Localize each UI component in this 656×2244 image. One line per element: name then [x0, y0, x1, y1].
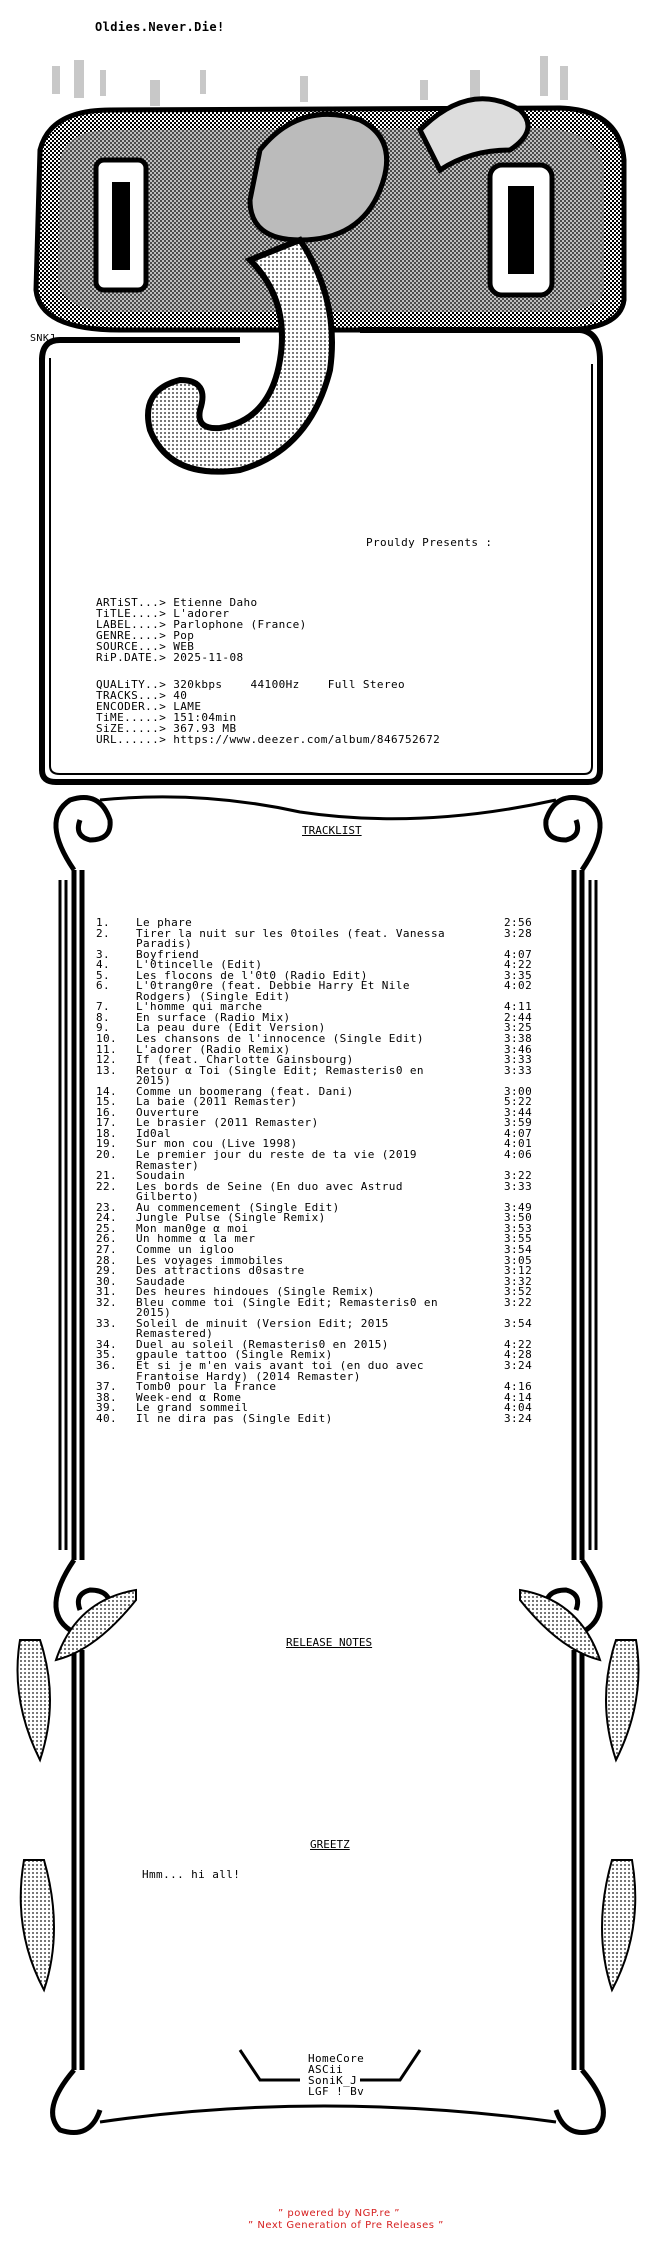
track-number: 31.: [96, 1285, 118, 1299]
track-number: 4.: [96, 958, 111, 972]
track-number: 23.: [96, 1200, 118, 1214]
track-title: Un homme α la mer: [136, 1232, 256, 1246]
info-key: TiTLE....>: [96, 607, 167, 620]
track-duration: 3:55: [504, 1232, 533, 1246]
track-duration: 4:11: [504, 1000, 533, 1014]
track-title: Tirer la nuit sur les 0toiles (feat. Vanessa: [136, 926, 445, 940]
track-number: 40.: [96, 1411, 118, 1425]
info-key: SiZE.....>: [96, 722, 167, 735]
track-number: 35.: [96, 1348, 118, 1362]
track-duration: 3:24: [504, 1411, 533, 1425]
release-notes-heading: RELEASE NOTES: [286, 1636, 373, 1649]
credit-line: HomeCore: [308, 2052, 365, 2065]
track-number: 9.: [96, 1021, 111, 1035]
track-title: Le grand sommeil: [136, 1401, 249, 1415]
track-number: 36.: [96, 1358, 118, 1372]
track-number: 26.: [96, 1232, 118, 1246]
track-duration: 3:53: [504, 1221, 533, 1235]
info-value: WEB: [173, 640, 195, 653]
track-duration: 3:35: [504, 968, 533, 982]
track-duration: 3:44: [504, 1105, 533, 1119]
track-title: Week-end α Rome: [136, 1390, 242, 1404]
track-duration: 3:24: [504, 1358, 533, 1372]
track-duration: 2:56: [504, 916, 533, 929]
track-duration: 3:32: [504, 1274, 533, 1288]
track-title: Comme un boomerang (feat. Dani): [136, 1084, 354, 1098]
info-key: RiP.DATE.>: [96, 651, 167, 664]
track-title: Sur mon cou (Live 1998): [136, 1137, 298, 1151]
track-title: Et si je m'en vais avant toi (en duo avec: [136, 1358, 424, 1372]
info-value: Etienne Daho: [173, 596, 258, 609]
track-duration: 4:07: [504, 1126, 533, 1140]
info-key: GENRE....>: [96, 629, 167, 642]
track-title: Les flocons de l'0t0 (Radio Edit): [136, 968, 368, 982]
info-value: L'adorer: [173, 607, 230, 620]
track-title: Soleil de minuit (Version Edit; 2015: [136, 1316, 389, 1330]
track-duration: 4:02: [504, 979, 533, 993]
track-duration: 3:33: [504, 1063, 533, 1077]
track-title: Duel au soleil (Remasteris0 en 2015): [136, 1337, 389, 1351]
info-value: 151:04min: [173, 711, 237, 724]
track-title: gpaule tattoo (Single Remix): [136, 1348, 333, 1362]
track-title-continued: 2015): [136, 1306, 172, 1320]
artist-tag: SNKJ: [30, 333, 56, 344]
track-title: Il ne dira pas (Single Edit): [136, 1411, 333, 1425]
track-number: 7.: [96, 1000, 111, 1014]
footer-line-1: ” powered by NGP.re ”: [278, 2208, 400, 2219]
track-number: 6.: [96, 979, 111, 993]
track-duration: 3:00: [504, 1084, 533, 1098]
track-title: Les bords de Seine (En duo avec Astrud: [136, 1179, 403, 1193]
track-number: 15.: [96, 1095, 118, 1109]
track-number: 20.: [96, 1148, 118, 1162]
track-title: Mon man0ge α moi: [136, 1221, 249, 1235]
track-duration: 3:12: [504, 1264, 533, 1278]
track-number: 3.: [96, 947, 111, 961]
tracklist-heading: TRACKLIST: [302, 824, 362, 837]
track-number: 16.: [96, 1105, 118, 1119]
track-duration: 3:50: [504, 1211, 533, 1225]
track-duration: 3:22: [504, 1295, 533, 1309]
track-duration: 3:49: [504, 1200, 533, 1214]
track-number: 2.: [96, 926, 111, 940]
track-number: 11.: [96, 1042, 118, 1056]
info-key: QUALiTY..>: [96, 678, 167, 691]
track-title-continued: Remaster): [136, 1158, 200, 1172]
info-row: [96, 735, 440, 746]
info-value: 367.93 MB: [173, 722, 237, 735]
track-title: Des attractions d0sastre: [136, 1264, 305, 1278]
release-tech-info: [96, 680, 440, 746]
track-duration: 3:46: [504, 1042, 533, 1056]
track-duration: 3:59: [504, 1116, 533, 1130]
track-duration: 3:05: [504, 1253, 533, 1267]
leaf-ornaments: [18, 1590, 639, 1990]
track-title: Le phare: [136, 916, 193, 929]
track-title-continued: Paradis): [136, 937, 193, 951]
track-duration: 4:16: [504, 1380, 533, 1394]
track-title: Id0al: [136, 1126, 172, 1140]
track-number: 22.: [96, 1179, 118, 1193]
track-title: Retour α Toi (Single Edit; Remasteris0 en: [136, 1063, 424, 1077]
track-number: 14.: [96, 1084, 118, 1098]
info-key: TRACKS...>: [96, 689, 167, 702]
track-number: 32.: [96, 1295, 118, 1309]
greetz-heading: GREETZ: [310, 1838, 350, 1851]
track-duration: 3:54: [504, 1316, 533, 1330]
info-value: 2025-11-08: [173, 651, 244, 664]
track-duration: 4:06: [504, 1148, 533, 1162]
ogd-logo: [36, 99, 624, 472]
track-number: 37.: [96, 1380, 118, 1394]
track-title-continued: Rodgers) (Single Edit): [136, 989, 291, 1003]
release-info: [96, 598, 307, 664]
track-duration: 4:01: [504, 1137, 533, 1151]
track-number: 38.: [96, 1390, 118, 1404]
page-title: Oldies.Never.Die!: [95, 20, 225, 34]
track-title-continued: Gilberto): [136, 1190, 200, 1204]
track-duration: 3:22: [504, 1169, 533, 1183]
track-title: Boyfriend: [136, 947, 200, 961]
info-key: TiME.....>: [96, 711, 167, 724]
track-number: 5.: [96, 968, 111, 982]
track-title: Les voyages immobiles: [136, 1253, 284, 1267]
track-number: 28.: [96, 1253, 118, 1267]
track-duration: 4:22: [504, 958, 533, 972]
track-duration: 3:28: [504, 926, 533, 940]
track-title: Soudain: [136, 1169, 186, 1183]
credit-line: ASCii: [308, 2063, 344, 2076]
track-title: Tomb0 pour la France: [136, 1380, 277, 1394]
footer-line-2: ” Next Generation of Pre Releases ”: [248, 2220, 444, 2231]
presents-label: Prouldy Presents :: [366, 536, 493, 549]
credit-line: LGF ! Bv: [308, 2085, 365, 2098]
track-duration: 2:44: [504, 1010, 533, 1024]
track-duration: 4:07: [504, 947, 533, 961]
track-title: L'0tincelle (Edit): [136, 958, 263, 972]
info-value: https://www.deezer.com/album/846752672: [173, 733, 441, 746]
track-number: 12.: [96, 1053, 118, 1067]
info-key: ARTiST...>: [96, 596, 167, 609]
track-number: 17.: [96, 1116, 118, 1130]
track-title: Bleu comme toi (Single Edit; Remasteris0 en: [136, 1295, 438, 1309]
track-duration: 4:04: [504, 1401, 533, 1415]
tracklist: [96, 918, 536, 1424]
info-key: ENCODER..>: [96, 700, 167, 713]
track-duration: 3:52: [504, 1285, 533, 1299]
track-number: 10.: [96, 1032, 118, 1046]
track-title: Saudade: [136, 1274, 186, 1288]
track-title: L'homme qui marche: [136, 1000, 263, 1014]
credits: [308, 2054, 364, 2098]
info-value: 320kbps 44100Hz Full Stereo: [173, 678, 406, 691]
track-number: 29.: [96, 1264, 118, 1278]
track-duration: 4:28: [504, 1348, 533, 1362]
track-duration: 4:22: [504, 1337, 533, 1351]
track-duration: 3:25: [504, 1021, 533, 1035]
track-title-continued: Remastered): [136, 1327, 214, 1341]
track-title: Des heures hindoues (Single Remix): [136, 1285, 375, 1299]
track-number: 1.: [96, 916, 111, 929]
track-number: 33.: [96, 1316, 118, 1330]
track-title: Au commencement (Single Edit): [136, 1200, 340, 1214]
track-duration: 5:22: [504, 1095, 533, 1109]
info-value: 40: [173, 689, 188, 702]
track-duration: 3:33: [504, 1179, 533, 1193]
info-value: Parlophone (France): [173, 618, 307, 631]
greetz-text: Hmm... hi all!: [142, 1868, 241, 1881]
track-number: 39.: [96, 1401, 118, 1415]
track-number: 21.: [96, 1169, 118, 1183]
track-number: 18.: [96, 1126, 118, 1140]
track-title: En surface (Radio Mix): [136, 1010, 291, 1024]
track-title: If (feat. Charlotte Gainsbourg): [136, 1053, 354, 1067]
track-number: 27.: [96, 1242, 118, 1256]
track-title: La baie (2011 Remaster): [136, 1095, 298, 1109]
info-value: LAME: [173, 700, 202, 713]
track-title-continued: 2015): [136, 1074, 172, 1088]
track-title: L'adorer (Radio Remix): [136, 1042, 291, 1056]
track-number: 30.: [96, 1274, 118, 1288]
info-key: SOURCE...>: [96, 640, 167, 653]
track-row: [96, 1411, 536, 1425]
track-title-continued: Franŧoise Hardy) (2014 Remaster): [136, 1369, 361, 1383]
track-title: Comme un igloo: [136, 1242, 235, 1256]
track-number: 24.: [96, 1211, 118, 1225]
info-key: URL......>: [96, 733, 167, 746]
info-value: Pop: [173, 629, 195, 642]
track-duration: 3:33: [504, 1053, 533, 1067]
track-title: Ouverture: [136, 1105, 200, 1119]
track-number: 13.: [96, 1063, 118, 1077]
track-title: L'0trang0re (feat. Debbie Harry Et Nile: [136, 979, 410, 993]
track-title: Les chansons de l'innocence (Single Edit): [136, 1032, 424, 1046]
track-number: 8.: [96, 1010, 111, 1024]
track-number: 34.: [96, 1337, 118, 1351]
track-number: 25.: [96, 1221, 118, 1235]
track-number: 19.: [96, 1137, 118, 1151]
info-row: [96, 653, 307, 664]
info-key: LABEL....>: [96, 618, 167, 631]
track-title: Le brasier (2011 Remaster): [136, 1116, 319, 1130]
track-title: Jungle Pulse (Single Remix): [136, 1211, 326, 1225]
track-duration: 4:14: [504, 1390, 533, 1404]
track-duration: 3:54: [504, 1242, 533, 1256]
track-title: La peau dure (Edit Version): [136, 1021, 326, 1035]
credit-line: SoniK_J: [308, 2074, 358, 2087]
track-duration: 3:38: [504, 1032, 533, 1046]
track-title: Le premier jour du reste de ta vie (2019: [136, 1148, 417, 1162]
